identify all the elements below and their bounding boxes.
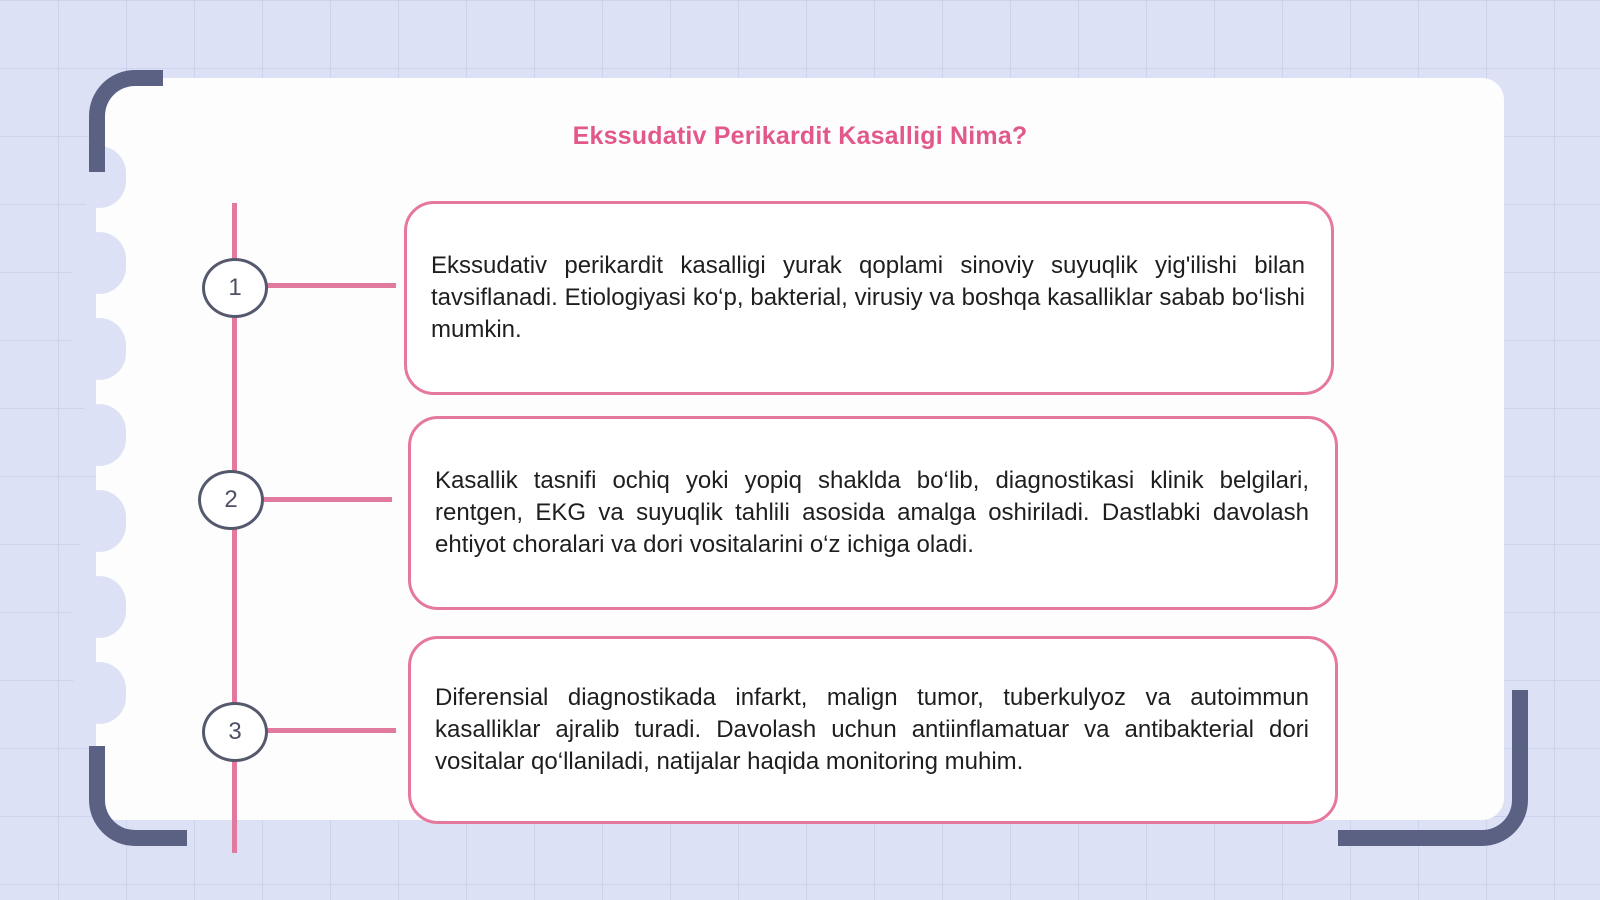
timeline-connector bbox=[262, 497, 392, 502]
corner-bracket-bottom-left bbox=[89, 746, 187, 846]
step-card-1 bbox=[404, 201, 1334, 395]
paper-notch bbox=[72, 318, 126, 380]
paper-notch bbox=[72, 404, 126, 466]
step-text-1: Ekssudativ perikardit kasalligi yurak qoplami sinoviy suyuqlik yig'ilishi bilan tavsiflanadi. Etiologiyasi ko‘p, bakterial, virusiy va boshqa kasalliklar sabab bo‘lishi mumkin. bbox=[431, 252, 1305, 343]
step-card-2 bbox=[408, 416, 1338, 610]
paper-notch bbox=[72, 576, 126, 638]
step-number-2: 2 bbox=[198, 470, 264, 530]
step-number-1: 1 bbox=[202, 258, 268, 318]
corner-bracket-top-left bbox=[89, 70, 163, 172]
timeline-connector bbox=[266, 283, 396, 288]
paper-notch bbox=[72, 232, 126, 294]
timeline-connector bbox=[266, 728, 396, 733]
step-text-2: Kasallik tasnifi ochiq yoki yopiq shaklda bo‘lib, diagnostikasi klinik belgilari, rentgen, EKG va suyuqlik tahlili asosida amalga oshiriladi. Dastlabki davolash ehtiyot choralari va dori vositalarini o‘z ichiga oladi. bbox=[435, 467, 1309, 558]
slide-title: Ekssudativ Perikardit Kasalligi Nima? bbox=[572, 122, 1028, 150]
corner-bracket-bottom-right bbox=[1338, 690, 1528, 846]
step-number-3: 3 bbox=[202, 702, 268, 762]
paper-notch bbox=[72, 662, 126, 724]
paper-notch bbox=[72, 490, 126, 552]
step-text-3: Diferensial diagnostikada infarkt, malign tumor, tuberkulyoz va autoimmun kasalliklar ajralib turadi. Davolash uchun antiinflamatuar va antibakterial dori vositalar qo‘llaniladi, natijalar haqida monitoring muhim. bbox=[435, 684, 1309, 775]
step-card-3 bbox=[408, 636, 1338, 824]
